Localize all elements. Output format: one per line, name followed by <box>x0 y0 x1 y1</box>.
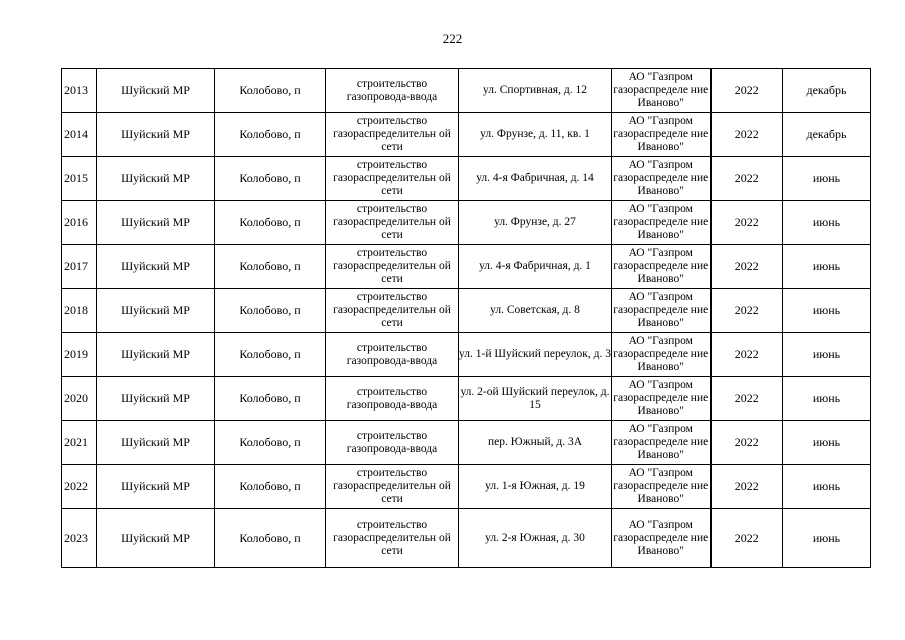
cell-month: июнь <box>783 465 871 509</box>
cell-work-type: строительство газопровода-ввода <box>326 421 459 465</box>
cell-locality: Колобово, п <box>215 157 326 201</box>
cell-number: 2021 <box>62 421 97 465</box>
cell-organization: АО "Газпром газораспределе ние Иваново" <box>612 289 711 333</box>
cell-year: 2022 <box>711 333 783 377</box>
table-row <box>62 157 871 201</box>
cell-number: 2016 <box>62 201 97 245</box>
table-row <box>62 465 871 509</box>
cell-address: ул. Советская, д. 8 <box>459 289 612 333</box>
table-row <box>62 333 871 377</box>
cell-year: 2022 <box>711 157 783 201</box>
cell-organization: АО "Газпром газораспределе ние Иваново" <box>612 245 711 289</box>
cell-district: Шуйский МР <box>97 333 215 377</box>
cell-locality: Колобово, п <box>215 333 326 377</box>
cell-locality: Колобово, п <box>215 113 326 157</box>
cell-organization: АО "Газпром газораспределе ние Иваново" <box>612 69 711 113</box>
cell-organization: АО "Газпром газораспределе ние Иваново" <box>612 157 711 201</box>
cell-work-type: строительство газораспределительн ой сети <box>326 289 459 333</box>
cell-district: Шуйский МР <box>97 289 215 333</box>
page-number: 222 <box>442 31 463 46</box>
cell-organization: АО "Газпром газораспределе ние Иваново" <box>612 509 711 568</box>
cell-month: июнь <box>783 333 871 377</box>
cell-address: ул. Фрунзе, д. 11, кв. 1 <box>459 113 612 157</box>
cell-month: июнь <box>783 421 871 465</box>
cell-year: 2022 <box>711 289 783 333</box>
table-row <box>62 201 871 245</box>
table-row <box>62 377 871 421</box>
table-row <box>62 245 871 289</box>
cell-district: Шуйский МР <box>97 245 215 289</box>
cell-month: июнь <box>783 289 871 333</box>
cell-work-type: строительство газораспределительн ой сети <box>326 245 459 289</box>
cell-district: Шуйский МР <box>97 157 215 201</box>
cell-number: 2018 <box>62 289 97 333</box>
cell-address: ул. Спортивная, д. 12 <box>459 69 612 113</box>
cell-work-type: строительство газопровода-ввода <box>326 377 459 421</box>
cell-number: 2014 <box>62 113 97 157</box>
cell-work-type: строительство газопровода-ввода <box>326 333 459 377</box>
cell-address: ул. 1-й Шуйский переулок, д. 3 <box>459 333 612 377</box>
cell-month: декабрь <box>783 69 871 113</box>
cell-district: Шуйский МР <box>97 465 215 509</box>
cell-district: Шуйский МР <box>97 69 215 113</box>
cell-district: Шуйский МР <box>97 201 215 245</box>
cell-district: Шуйский МР <box>97 377 215 421</box>
cell-address: ул. 2-ой Шуйский переулок, д. 15 <box>459 377 612 421</box>
cell-year: 2022 <box>711 377 783 421</box>
cell-number: 2023 <box>62 509 97 568</box>
cell-locality: Колобово, п <box>215 465 326 509</box>
table-row <box>62 69 871 113</box>
gasification-table <box>61 68 871 568</box>
cell-month: июнь <box>783 377 871 421</box>
cell-year: 2022 <box>711 201 783 245</box>
cell-locality: Колобово, п <box>215 289 326 333</box>
cell-number: 2013 <box>62 69 97 113</box>
cell-month: июнь <box>783 245 871 289</box>
cell-organization: АО "Газпром газораспределе ние Иваново" <box>612 421 711 465</box>
cell-month: июнь <box>783 509 871 568</box>
cell-locality: Колобово, п <box>215 509 326 568</box>
cell-organization: АО "Газпром газораспределе ние Иваново" <box>612 333 711 377</box>
table-row <box>62 113 871 157</box>
cell-locality: Колобово, п <box>215 377 326 421</box>
cell-organization: АО "Газпром газораспределе ние Иваново" <box>612 377 711 421</box>
cell-year: 2022 <box>711 509 783 568</box>
cell-number: 2020 <box>62 377 97 421</box>
cell-organization: АО "Газпром газораспределе ние Иваново" <box>612 465 711 509</box>
cell-organization: АО "Газпром газораспределе ние Иваново" <box>612 201 711 245</box>
cell-work-type: строительство газораспределительн ой сети <box>326 509 459 568</box>
cell-number: 2022 <box>62 465 97 509</box>
cell-year: 2022 <box>711 245 783 289</box>
cell-month: июнь <box>783 157 871 201</box>
cell-work-type: строительство газопровода-ввода <box>326 69 459 113</box>
cell-address: ул. 1-я Южная, д. 19 <box>459 465 612 509</box>
cell-locality: Колобово, п <box>215 421 326 465</box>
cell-month: июнь <box>783 201 871 245</box>
table-row <box>62 421 871 465</box>
cell-district: Шуйский МР <box>97 113 215 157</box>
cell-district: Шуйский МР <box>97 421 215 465</box>
cell-district: Шуйский МР <box>97 509 215 568</box>
cell-month: декабрь <box>783 113 871 157</box>
cell-year: 2022 <box>711 69 783 113</box>
cell-number: 2015 <box>62 157 97 201</box>
table-row <box>62 289 871 333</box>
cell-work-type: строительство газораспределительн ой сети <box>326 465 459 509</box>
table-body <box>62 69 871 568</box>
cell-address: ул. 4-я Фабричная, д. 1 <box>459 245 612 289</box>
document-table-wrapper <box>61 68 871 568</box>
cell-address: ул. Фрунзе, д. 27 <box>459 201 612 245</box>
cell-year: 2022 <box>711 421 783 465</box>
cell-address: ул. 2-я Южная, д. 30 <box>459 509 612 568</box>
table-row <box>62 509 871 568</box>
cell-number: 2017 <box>62 245 97 289</box>
cell-year: 2022 <box>711 113 783 157</box>
cell-work-type: строительство газораспределительн ой сети <box>326 201 459 245</box>
cell-year: 2022 <box>711 465 783 509</box>
cell-locality: Колобово, п <box>215 69 326 113</box>
cell-locality: Колобово, п <box>215 245 326 289</box>
cell-locality: Колобово, п <box>215 201 326 245</box>
cell-number: 2019 <box>62 333 97 377</box>
cell-address: пер. Южный, д. 3А <box>459 421 612 465</box>
cell-address: ул. 4-я Фабричная, д. 14 <box>459 157 612 201</box>
cell-organization: АО "Газпром газораспределе ние Иваново" <box>612 113 711 157</box>
cell-work-type: строительство газораспределительн ой сети <box>326 157 459 201</box>
cell-work-type: строительство газораспределительн ой сети <box>326 113 459 157</box>
